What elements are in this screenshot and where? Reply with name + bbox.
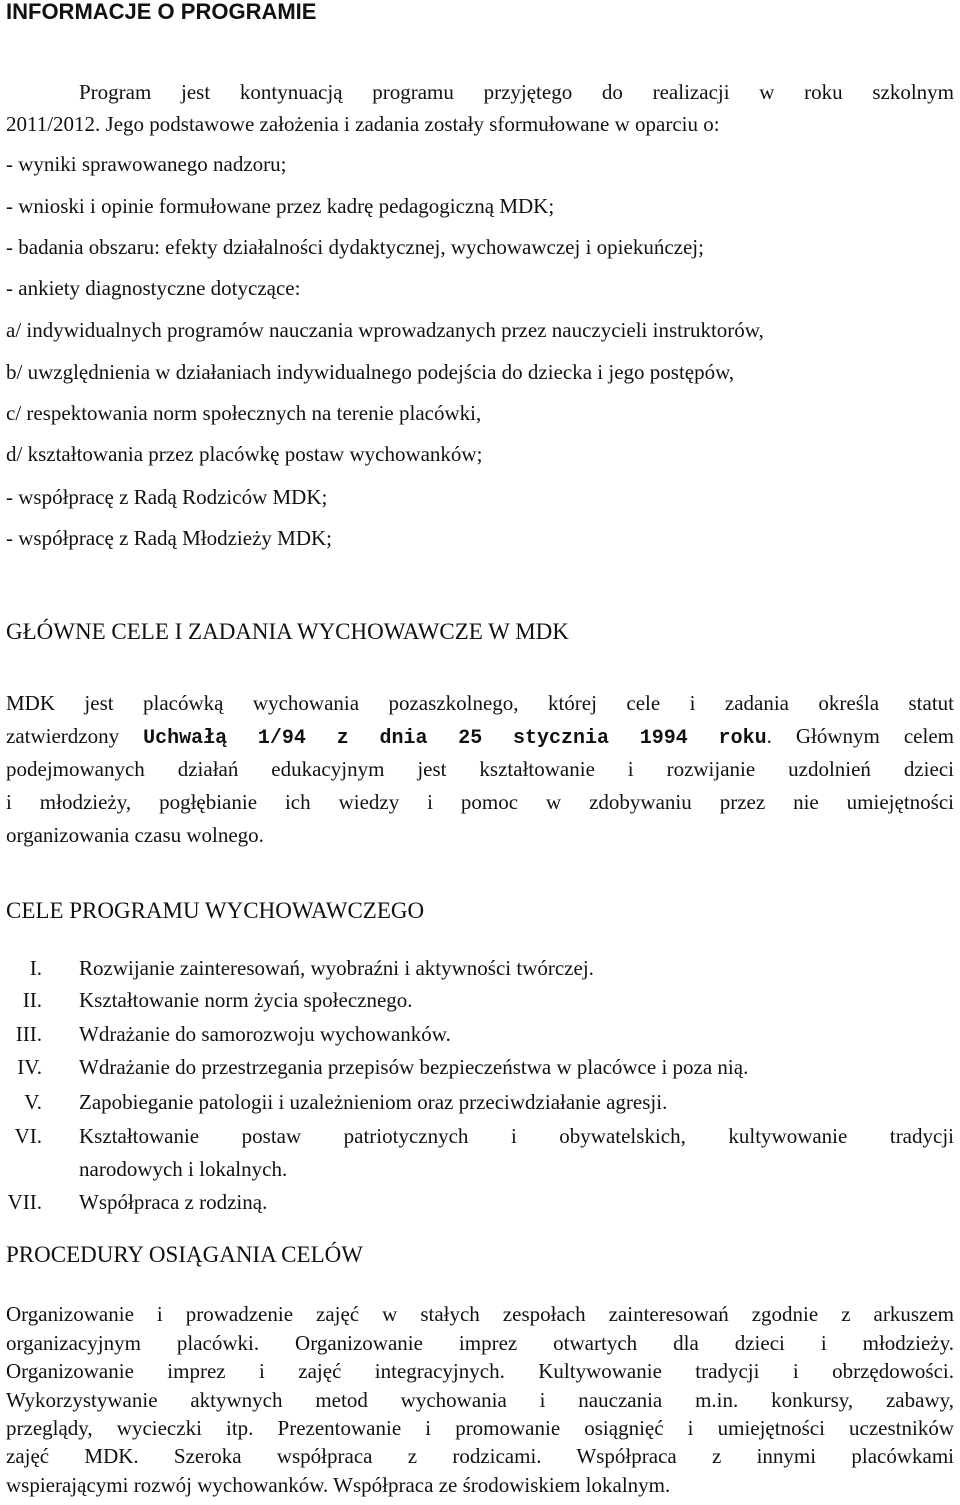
intro-item: - współpracę z Radą Młodzieży MDK; (6, 526, 332, 550)
list-number: IV. (17, 1055, 42, 1079)
heading-glowne-cele: GŁÓWNE CELE I ZADANIA WYCHOWAWCZE W MDK (6, 619, 569, 644)
resolution-reference: Uchwałą 1/94 z dnia 25 stycznia 1994 roku (143, 727, 767, 750)
intro-item: b/ uwzględnienia w działaniach indywidualnego podejścia do dziecka i jego postępów, (6, 360, 735, 384)
heading-procedury: PROCEDURY OSIĄGANIA CELÓW (6, 1242, 363, 1267)
list-number: III. (15, 1022, 42, 1046)
list-text-continued: narodowych i lokalnych. (79, 1157, 288, 1181)
goals-line-4: i młodzieży, pogłębianie ich wiedzy i pomoc w zdobywaniu przez nie umiejętności (6, 790, 954, 814)
procedures-line: wspierającymi rozwój wychowanków. Współpraca ze środowiskiem lokalnym. (6, 1473, 671, 1497)
list-text: Współpraca z rodziną. (79, 1190, 268, 1214)
procedures-line: Wykorzystywanie aktywnych metod wychowania i nauczania m.in. konkursy, zabawy, (6, 1388, 954, 1412)
intro-item: d/ kształtowania przez placówkę postaw wychowanków; (6, 442, 483, 466)
list-text: Wdrażanie do przestrzegania przepisów bezpieczeństwa w placówce i poza nią. (79, 1055, 749, 1079)
goals-line-5: organizowania czasu wolnego. (6, 823, 264, 847)
goals-line-1: MDK jest placówką wychowania pozaszkolnego, której cele i zadania określa statut (6, 691, 954, 715)
intro-item: - ankiety diagnostyczne dotyczące: (6, 276, 301, 300)
intro-item: c/ respektowania norm społecznych na terenie placówki, (6, 401, 482, 425)
heading-cele-programu: CELE PROGRAMU WYCHOWAWCZEGO (6, 898, 425, 923)
list-number: VI. (14, 1124, 42, 1148)
intro-line-2: 2011/2012. Jego podstawowe założenia i zadania zostały sformułowane w oparciu o: (6, 112, 720, 136)
goals-line-2 (6, 724, 954, 750)
intro-item: - badania obszaru: efekty działalności dydaktycznej, wychowawczej i opiekuńczej; (6, 235, 704, 259)
goals-line-3: podejmowanych działań edukacyjnym jest kształtowanie i rozwijanie uzdolnień dzieci (6, 757, 954, 781)
list-text: Zapobieganie patologii i uzależnieniom oraz przeciwdziałanie agresji. (79, 1090, 668, 1114)
list-number: II. (22, 988, 42, 1012)
intro-item: a/ indywidualnych programów nauczania wprowadzanych przez nauczycieli instruktorów, (6, 318, 764, 342)
intro-item: - wyniki sprawowanego nadzoru; (6, 152, 287, 176)
list-text: Wdrażanie do samorozwoju wychowanków. (79, 1022, 451, 1046)
list-number: I. (29, 956, 42, 980)
goals-text: zatwierdzony (6, 724, 120, 748)
procedures-line: Organizowanie i prowadzenie zajęć w stałych zespołach zainteresowań zgodnie z arkuszem (6, 1302, 954, 1326)
procedures-line: przeglądy, wycieczki itp. Prezentowanie i promowanie osiągnięć i umiejętności uczestników (6, 1416, 954, 1440)
list-number: VII. (7, 1190, 42, 1214)
intro-line-1: Program jest kontynuacją programu przyjętego do realizacji w roku szkolnym (79, 80, 954, 104)
procedures-line: Organizowanie imprez i zajęć integracyjnych. Kultywowanie tradycji i obrzędowości. (6, 1359, 954, 1383)
goals-text: . Głównym celem (766, 724, 954, 748)
procedures-line: zajęć MDK. Szeroka współpraca z rodzicami. Współpraca z innymi placówkami (6, 1444, 954, 1468)
list-text: Kształtowanie norm życia społecznego. (79, 988, 413, 1012)
intro-item: - wnioski i opinie formułowane przez kadrę pedagogiczną MDK; (6, 194, 555, 218)
heading-informacje: INFORMACJE O PROGRAMIE (6, 0, 317, 24)
list-number: V. (24, 1090, 42, 1114)
intro-item: - współpracę z Radą Rodziców MDK; (6, 485, 328, 509)
list-text: Kształtowanie postaw patriotycznych i obywatelskich, kultywowanie tradycji (79, 1124, 954, 1148)
procedures-line: organizacyjnym placówki. Organizowanie imprez otwartych dla dzieci i młodzieży. (6, 1331, 954, 1355)
list-text: Rozwijanie zainteresowań, wyobraźni i aktywności twórczej. (79, 956, 594, 980)
